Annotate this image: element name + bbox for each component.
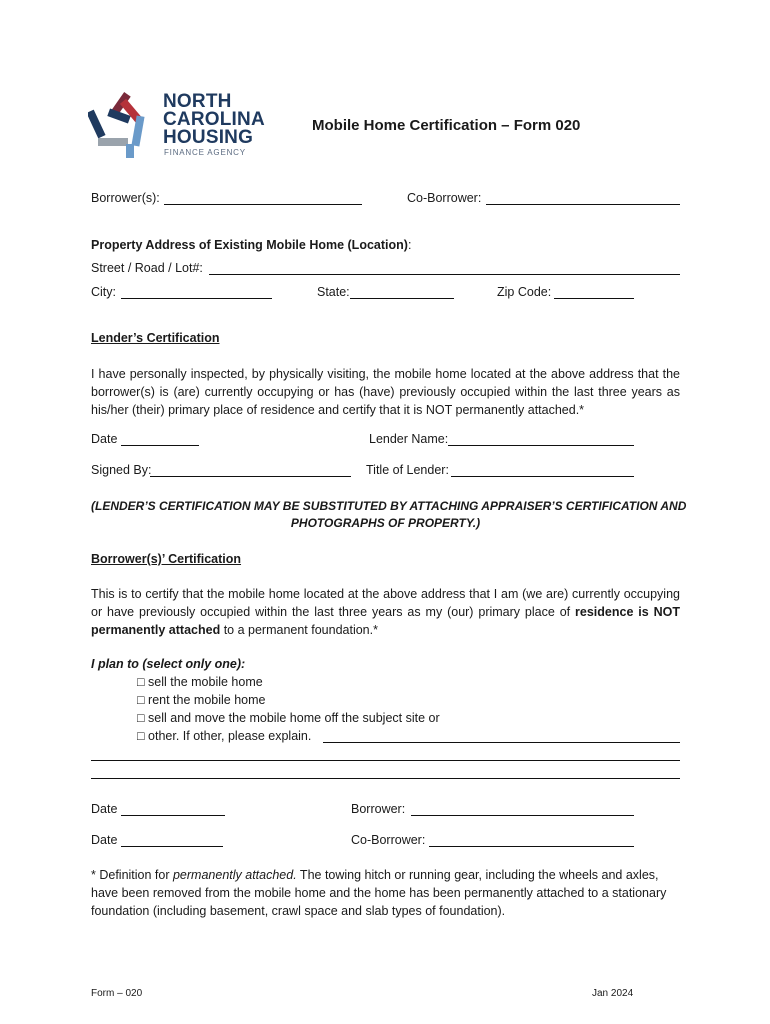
street-label: Street / Road / Lot#: (91, 261, 203, 275)
borrower-paragraph (91, 585, 680, 639)
borrower-text-bold: residence is NOT permanently attached (91, 605, 680, 637)
coborrower-sign-field[interactable] (429, 846, 634, 847)
footer-form-number: Form – 020 (91, 988, 143, 999)
logo-north: NORTH (163, 91, 232, 112)
property-heading (91, 237, 411, 254)
option-label: rent the mobile home (148, 693, 266, 707)
coborrower-date-label: Date (91, 833, 118, 847)
logo-bar-blue-2 (126, 144, 134, 158)
definition-term: permanently attached. (172, 868, 297, 882)
substitution-note-line1: (LENDER’S CERTIFICATION MAY BE SUBSTITUTED BY ATTACHING APPRAISER’S CERTIFICATION AND (91, 499, 687, 513)
page-title: Mobile Home Certification – Form 020 (312, 117, 581, 134)
borrower-sign-label: Borrower: (351, 802, 406, 816)
borrower-text-2: to a permanent foundation.* (220, 623, 378, 637)
footer-date: Jan 2024 (592, 988, 634, 999)
option-other[interactable] (137, 728, 311, 745)
other-explain-field[interactable] (323, 742, 680, 743)
logo-bar-navy (88, 110, 106, 139)
title-of-lender-field[interactable] (451, 476, 634, 477)
definition-prefix: * Definition for (91, 868, 173, 882)
coborrower-field[interactable] (486, 204, 680, 205)
zip-field[interactable] (554, 298, 634, 299)
lender-text: I have personally inspected, by physically visiting, the mobile home located at the above address that the borrower(s) is (are) currently occupying or has (have) previously occupied within the last three years as his/her (their) primary place of residence and certify that it is NOT permanently attached.* (91, 367, 680, 417)
checkbox-icon[interactable]: □ (137, 675, 145, 689)
lender-heading: Lender’s Certification (91, 331, 220, 345)
borrowers-label: Borrower(s): (91, 191, 160, 205)
property-heading-text: Property Address of Existing Mobile Home (Location) (91, 238, 408, 252)
street-field[interactable] (209, 274, 680, 275)
property-heading-colon: : (407, 238, 412, 252)
option-label: sell the mobile home (148, 675, 263, 689)
explain-line-3[interactable] (91, 778, 680, 779)
zip-label: Zip Code: (497, 285, 552, 299)
lender-date-field[interactable] (121, 445, 199, 446)
checkbox-icon[interactable]: □ (137, 729, 145, 743)
plan-heading: I plan to (select only one): (91, 657, 246, 671)
option-sell[interactable] (137, 674, 263, 691)
logo-housing: HOUSING (163, 127, 254, 148)
logo-bar-gray (98, 138, 128, 146)
coborrower-sign-label: Co-Borrower: (351, 833, 426, 847)
borrower-date-field[interactable] (121, 815, 225, 816)
signed-by-label: Signed By: (91, 463, 152, 477)
definition-paragraph (91, 866, 680, 920)
borrower-heading: Borrower(s)’ Certification (91, 552, 242, 566)
borrower-date-label: Date (91, 802, 118, 816)
nchfa-logo-mark (88, 90, 160, 160)
coborrower-date-field[interactable] (121, 846, 223, 847)
option-label: other. If other, please explain. (148, 729, 312, 743)
borrowers-field[interactable] (164, 204, 362, 205)
checkbox-icon[interactable]: □ (137, 711, 145, 725)
definition-text: The towing hitch or running gear, including the wheels and axles, have been removed from the mobile home and the home has been permanently attached to a stationary foundation (including basement, crawl space and slab types of foundation). (91, 868, 667, 918)
borrower-sign-field[interactable] (411, 815, 634, 816)
checkbox-icon[interactable]: □ (137, 693, 145, 707)
city-field[interactable] (121, 298, 272, 299)
city-label: City: (91, 285, 116, 299)
explain-line-2[interactable] (91, 760, 680, 761)
state-label: State: (317, 285, 350, 299)
option-label: sell and move the mobile home off the subject site or (148, 711, 440, 725)
logo-finance-agency: FINANCE AGENCY (164, 148, 246, 157)
option-move[interactable] (137, 710, 440, 727)
lender-paragraph (91, 365, 680, 419)
state-field[interactable] (350, 298, 454, 299)
borrower-text-1: This is to certify that the mobile home located at the above address that I am (we are) currently occupying or have previously occupied within the last three years as my (our) primary place of (91, 587, 680, 619)
logo-bar-blue (131, 116, 144, 147)
lender-name-label: Lender Name: (369, 432, 449, 446)
logo-carolina: CAROLINA (163, 109, 265, 130)
option-rent[interactable] (137, 692, 265, 709)
lender-name-field[interactable] (448, 445, 634, 446)
title-of-lender-label: Title of Lender: (366, 463, 449, 477)
coborrower-label: Co-Borrower: (407, 191, 482, 205)
lender-date-label: Date (91, 432, 118, 446)
substitution-note-line2: PHOTOGRAPHS OF PROPERTY.) (290, 516, 481, 530)
signed-by-field[interactable] (150, 476, 351, 477)
